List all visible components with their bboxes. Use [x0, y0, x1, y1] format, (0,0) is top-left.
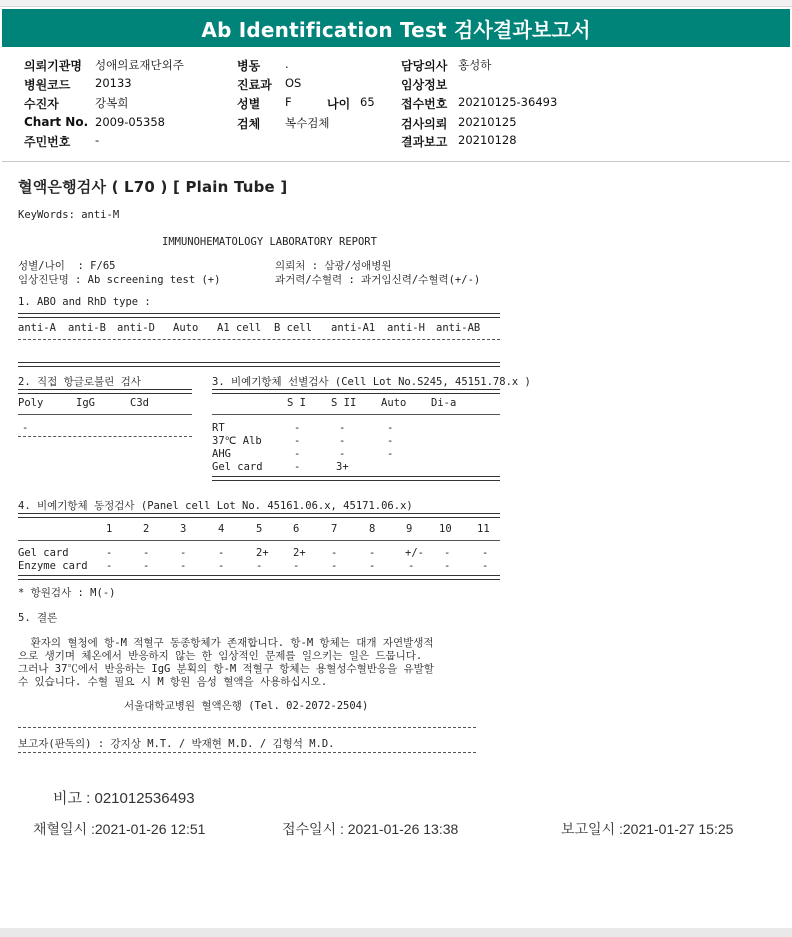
- report-time: 보고일시 :2021-01-27 15:25: [561, 821, 734, 837]
- screen-phase: RT: [212, 422, 225, 434]
- hospital-code-label: 병원코드: [24, 78, 71, 92]
- screen-cell: -: [387, 422, 394, 434]
- resident-no-value: -: [95, 133, 100, 147]
- panel-top-rule: [18, 513, 500, 518]
- dat-header-cell: IgG: [76, 397, 95, 409]
- requester-line: 의뢰처 : 삼광/성애병원: [275, 260, 392, 272]
- specimen-label: 검체: [237, 117, 261, 131]
- screen-phase: Gel card: [212, 461, 263, 473]
- sex-value: F: [285, 95, 292, 109]
- abo-top-rule: [18, 313, 500, 318]
- screen-top-rule: [212, 389, 500, 394]
- conclusion-line: 으로 생기며 체온에서 반응하지 않는 한 임상적인 문제를 일으키는 일은 드뭅니다.: [18, 650, 423, 662]
- panel-cell: -: [444, 547, 451, 559]
- panel-cell: -: [293, 560, 300, 572]
- conclusion-title: 5. 결론: [18, 612, 58, 624]
- patient-name-label: 수진자: [24, 97, 59, 111]
- dat-title: 2. 직접 항글로불린 검사: [18, 376, 141, 388]
- panel-header-cell: 3: [180, 523, 187, 535]
- screen-cell: -: [387, 435, 394, 447]
- doctor-value: 홍성하: [458, 58, 492, 72]
- antigen-test: * 항원검사 : M(-): [18, 587, 116, 599]
- keywords: KeyWords: anti-M: [18, 209, 120, 221]
- panel-cell: 2+: [293, 547, 306, 559]
- panel-header-cell: 2: [143, 523, 150, 535]
- abo-header-cell: anti-B: [68, 322, 106, 334]
- abo-header-cell: anti-H: [387, 322, 425, 334]
- screen-cell: -: [387, 448, 394, 460]
- abo-header-cell: anti-D: [117, 322, 155, 334]
- panel-cell: -: [331, 560, 338, 572]
- remark: 비고 : 021012536493: [53, 790, 195, 807]
- accession-no-value: 20210125-36493: [458, 95, 558, 109]
- panel-cell: -: [218, 560, 225, 572]
- screen-header-cell: Auto: [381, 397, 407, 409]
- dat-header-cell: Poly: [18, 397, 44, 409]
- panel-cell: -: [143, 560, 150, 572]
- screen-phase: AHG: [212, 448, 231, 460]
- panel-cell: -: [180, 560, 187, 572]
- panel-cell: -: [218, 547, 225, 559]
- panel-header-cell: 10: [439, 523, 452, 535]
- panel-cell: -: [106, 547, 113, 559]
- panel-cell: -: [482, 547, 489, 559]
- request-date-value: 20210125: [458, 115, 517, 129]
- abo-bottom-rule: [18, 362, 500, 367]
- panel-mid-rule: [18, 540, 500, 541]
- department-value: OS: [285, 76, 302, 90]
- screen-mid-rule: [212, 414, 500, 415]
- request-date-label: 검사의뢰: [401, 117, 448, 131]
- institution-value: 성애의료재단외주: [95, 58, 184, 72]
- screen-cell: -: [294, 435, 301, 447]
- panel-header-cell: 7: [331, 523, 338, 535]
- ward-label: 병동: [237, 59, 261, 73]
- reporter-top-rule: [18, 727, 476, 728]
- panel-row-name: Gel card: [18, 547, 69, 559]
- abo-header-cell: Auto: [173, 322, 199, 334]
- accession-no-label: 접수번호: [401, 97, 448, 111]
- doctor-label: 담당의사: [401, 59, 448, 73]
- panel-cell: -: [369, 547, 376, 559]
- resident-no-label: 주민번호: [24, 135, 71, 149]
- receipt-time: 접수일시 : 2021-01-26 13:38: [282, 821, 459, 837]
- section-title: 혈액은행검사 ( L70 ) [ Plain Tube ]: [18, 178, 288, 196]
- ward-value: .: [285, 57, 289, 71]
- reporters-line: 보고자(판독의) : 강지상 M.T. / 박재현 M.D. / 김형석 M.D.: [18, 738, 335, 750]
- panel-header-cell: 9: [406, 523, 413, 535]
- institution-label: 의뢰기관명: [24, 59, 82, 73]
- report-date-value: 20210128: [458, 133, 517, 147]
- institution-line: 서울대학교병원 혈액은행 (Tel. 02-2072-2504): [124, 700, 369, 712]
- panel-cell: 2+: [256, 547, 269, 559]
- conclusion-line: 수 있습니다. 수혈 필요 시 M 항원 음성 혈액을 사용하십시오.: [18, 676, 328, 688]
- dat-top-rule: [18, 389, 192, 394]
- screen-header-cell: Di-a: [431, 397, 457, 409]
- diagnosis-line: 임상진단명 : Ab screening test (+): [18, 274, 221, 286]
- bottom-band: [0, 928, 792, 937]
- screen-header-cell: S II: [331, 397, 357, 409]
- specimen-value: 복수검체: [285, 116, 330, 130]
- panel-header-cell: 1: [106, 523, 113, 535]
- screen-phase: 37℃ Alb: [212, 435, 262, 447]
- screen-cell: -: [339, 435, 346, 447]
- screen-cell: -: [294, 448, 301, 460]
- panel-row-name: Enzyme card: [18, 560, 88, 572]
- panel-title: 4. 비예기항체 동정검사 (Panel cell Lot No. 45161.06.x, 45171.06.x): [18, 500, 413, 512]
- screen-cell: -: [294, 461, 301, 473]
- screen-cell: -: [339, 422, 346, 434]
- screen-cell: 3+: [336, 461, 349, 473]
- abo-mid-rule: [18, 339, 500, 340]
- screen-bottom-rule: [212, 476, 500, 481]
- screen-title: 3. 비예기항체 선별검사 (Cell Lot No.S245, 45151.78.x ): [212, 376, 531, 388]
- panel-cell: -: [106, 560, 113, 572]
- lab-report-title: IMMUNOHEMATOLOGY LABORATORY REPORT: [162, 236, 377, 248]
- panel-cell: -: [256, 560, 263, 572]
- sex-age-line: 성별/나이 : F/65: [18, 260, 116, 272]
- report-title-banner: Ab Identification Test 검사결과보고서: [2, 9, 790, 47]
- panel-header-cell: 11: [477, 523, 490, 535]
- abo-header-cell: anti-A: [18, 322, 56, 334]
- abo-header-cell: B cell: [274, 322, 312, 334]
- dat-bottom-rule: [18, 436, 192, 437]
- dat-value: -: [22, 422, 29, 434]
- clinical-info-label: 임상정보: [401, 78, 448, 92]
- abo-header-cell: anti-A1: [331, 322, 376, 334]
- screen-cell: -: [294, 422, 301, 434]
- abo-title: 1. ABO and RhD type :: [18, 296, 151, 308]
- panel-header-cell: 8: [369, 523, 376, 535]
- panel-cell: -: [180, 547, 187, 559]
- panel-bottom-rule: [18, 575, 500, 580]
- header-divider: [2, 161, 790, 162]
- screen-cell: -: [339, 448, 346, 460]
- patient-name-value: 강복희: [95, 96, 129, 110]
- dat-header-cell: C3d: [130, 397, 149, 409]
- panel-header-cell: 4: [218, 523, 225, 535]
- age-label: 나이: [327, 97, 351, 111]
- age-value: 65: [360, 95, 375, 109]
- abo-header-cell: A1 cell: [217, 322, 262, 334]
- collection-time: 채혈일시 :2021-01-26 12:51: [33, 821, 206, 837]
- panel-cell: -: [482, 560, 489, 572]
- panel-header-cell: 6: [293, 523, 300, 535]
- top-strip: [0, 0, 792, 7]
- reporter-bottom-rule: [18, 752, 476, 753]
- panel-cell: -: [444, 560, 451, 572]
- sex-label: 성별: [237, 97, 261, 111]
- panel-header-cell: 5: [256, 523, 263, 535]
- report-date-label: 결과보고: [401, 135, 448, 149]
- hospital-code-value: 20133: [95, 76, 132, 90]
- department-label: 진료과: [237, 78, 272, 92]
- panel-cell: -: [143, 547, 150, 559]
- abo-header-cell: anti-AB: [436, 322, 481, 334]
- panel-cell: -: [408, 560, 415, 572]
- panel-cell: -: [369, 560, 376, 572]
- history-line: 과거력/수혈력 : 과거임신력/수혈력(+/-): [275, 274, 481, 286]
- chart-no-value: 2009-05358: [95, 115, 165, 129]
- conclusion-line: 그러나 37℃에서 반응하는 IgG 분획의 항-M 적혈구 항체는 용혈성수혈반응을 유발할: [18, 663, 434, 675]
- panel-cell: -: [331, 547, 338, 559]
- screen-header-cell: S I: [287, 397, 306, 409]
- conclusion-line: 환자의 혈청에 항-M 적혈구 동종항체가 존재합니다. 항-M 항체는 대개 자연발생적: [18, 637, 434, 649]
- dat-mid-rule: [18, 414, 192, 415]
- panel-cell: +/-: [405, 547, 424, 559]
- chart-no-label: Chart No.: [24, 115, 89, 129]
